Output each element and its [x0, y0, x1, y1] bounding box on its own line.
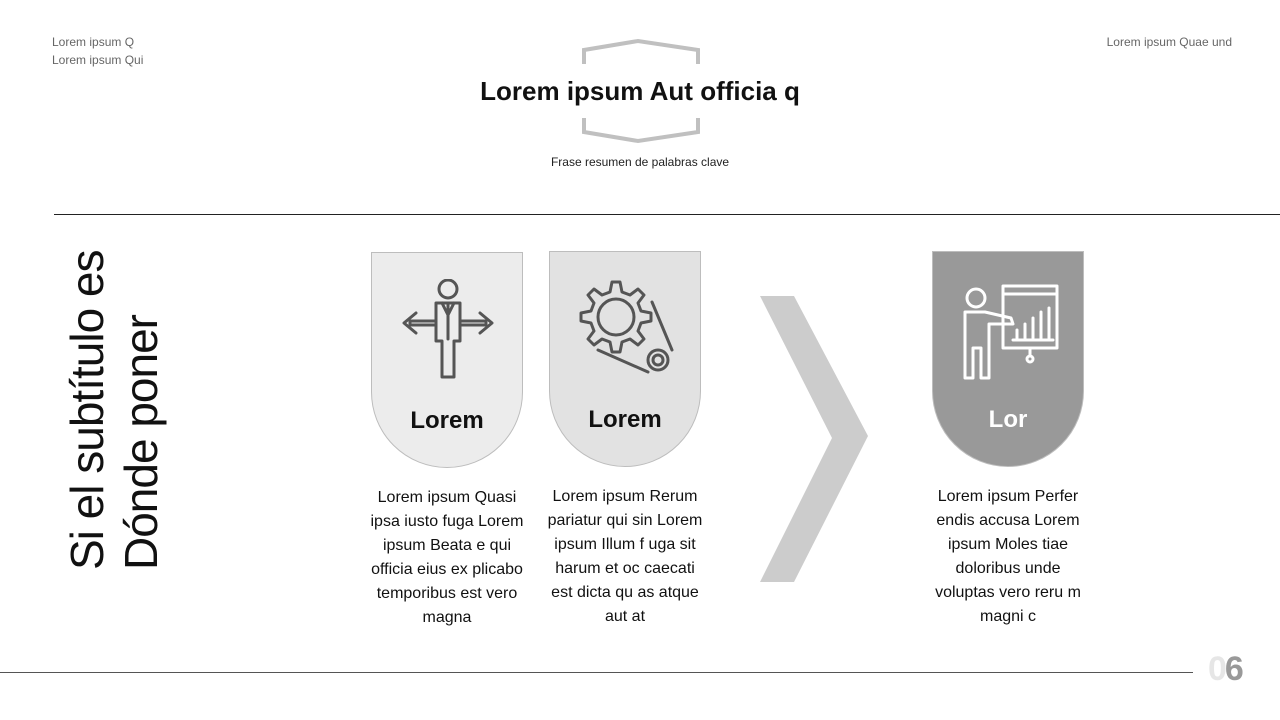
top-left-line-1: Lorem ipsum Q — [52, 35, 135, 49]
top-left-notes — [52, 33, 143, 69]
top-right-note: Lorem ipsum Quae und — [1106, 35, 1232, 49]
page-title: Lorem ipsum Aut officia q — [480, 76, 800, 106]
card-1-description: Lorem ipsum Quasi ipsa iusto fuga Lorem ipsum Beata e qui officia eius ex plicabo temporibus est vero magna — [370, 489, 524, 626]
card-1 — [371, 252, 523, 468]
chevron-right-icon — [760, 296, 872, 582]
person-arrows-icon — [398, 279, 498, 385]
side-title-line-2: Dónde poner — [115, 315, 167, 570]
card-2-description: Lorem ipsum Rerum pariatur qui sin Lorem ipsum Illum f uga sit harum et oc caecati est dicta qu as atque aut at — [547, 488, 703, 625]
card-1-label: Lorem — [410, 407, 484, 434]
presenter-chart-icon — [959, 278, 1059, 384]
page-number-ghost-digit: 0 — [1208, 650, 1225, 688]
card-3 — [932, 251, 1084, 467]
card-2 — [549, 251, 701, 467]
summary-text: Frase resumen de palabras clave — [550, 155, 730, 169]
page-number — [1208, 650, 1242, 689]
bottom-divider — [0, 672, 1193, 673]
gears-chain-icon — [576, 278, 676, 384]
side-title — [60, 240, 168, 570]
card-2-label: Lorem — [588, 406, 662, 433]
card-3-description: Lorem ipsum Perfer endis accusa Lorem ipsum Moles tiae doloribus unde voluptas vero reru m magni c — [935, 488, 1081, 625]
top-divider — [54, 214, 1280, 215]
side-title-line-1: Si el subtítulo es — [61, 250, 113, 570]
top-left-line-2: Lorem ipsum Qui — [52, 53, 144, 67]
page-number-digit: 6 — [1224, 650, 1242, 688]
card-3-label: Lor — [988, 406, 1028, 433]
